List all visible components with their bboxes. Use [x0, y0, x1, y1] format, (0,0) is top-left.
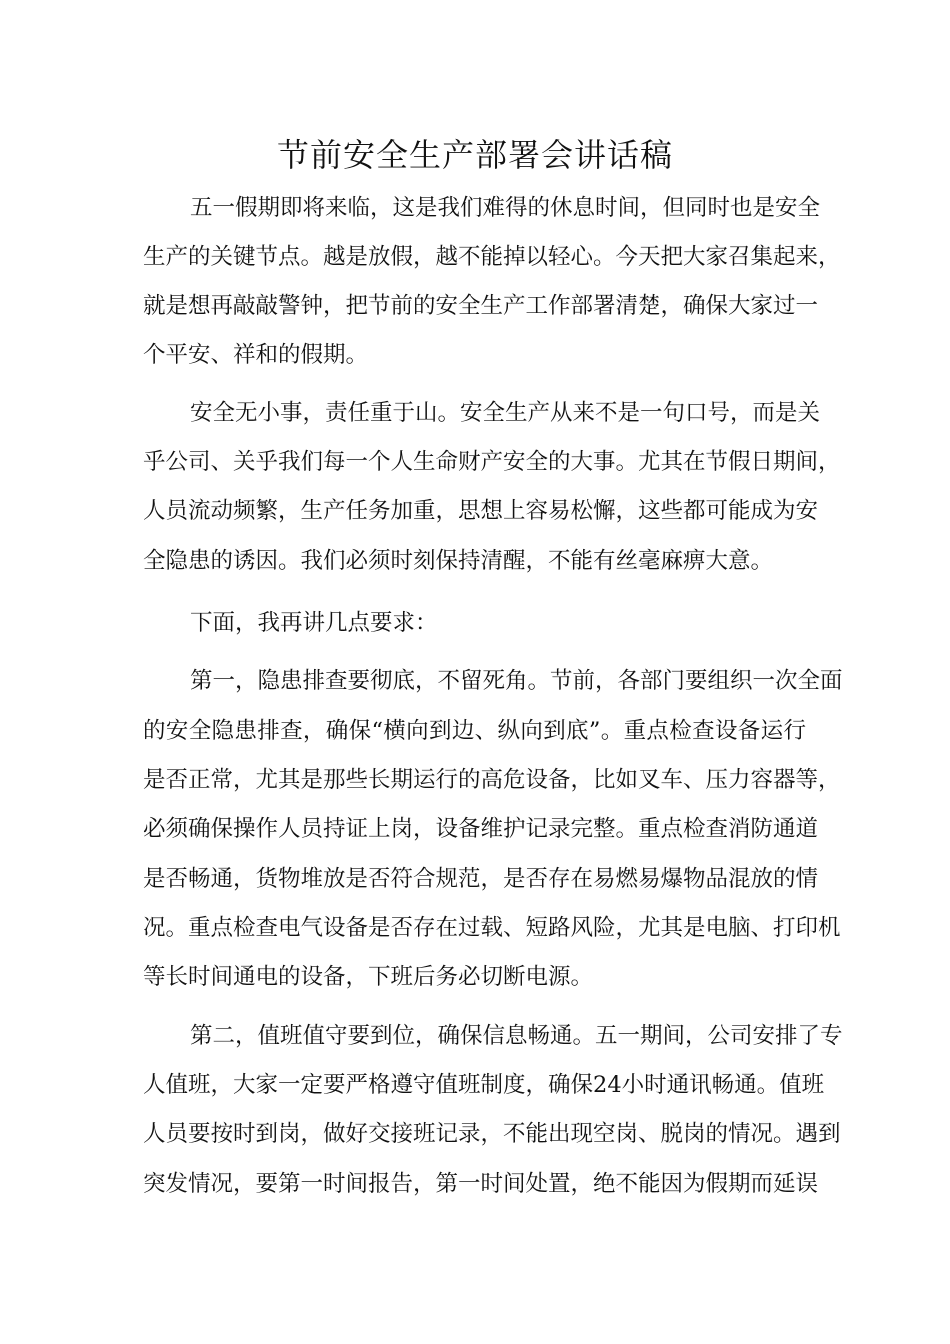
- document-title: 节前安全生产部署会讲话稿: [276, 136, 673, 174]
- text-line: 五一假期即将来临，这是我们难得的休息时间，但同时也是安全: [190, 195, 821, 221]
- text-line: 人员流动频繁，生产任务加重，思想上容易松懈，这些都可能成为安: [143, 498, 819, 524]
- text-line: 个平安、祥和的假期。: [143, 342, 369, 368]
- text-line: 突发情况，要第一时间报告，第一时间处置，绝不能因为假期而延误: [143, 1171, 819, 1197]
- text-line: 乎公司、关乎我们每一个人生命财产安全的大事。尤其在节假日期间，: [143, 449, 841, 475]
- text-line: 人值班，大家一定要严格遵守值班制度，确保24小时通讯畅通。值班: [143, 1072, 825, 1098]
- text-line: 的安全隐患排查，确保“横向到边、纵向到底”。重点检查设备运行: [143, 718, 806, 744]
- text-line: 必须确保操作人员持证上岗，设备维护记录完整。重点检查消防通道: [143, 816, 819, 842]
- text-line: 第一，隐患排查要彻底，不留死角。节前，各部门要组织一次全面: [190, 668, 843, 694]
- text-line: 生产的关键节点。越是放假，越不能掉以轻心。今天把大家召集起来，: [143, 244, 841, 270]
- text-line: 安全无小事，责任重于山。安全生产从来不是一句口号，而是关: [190, 400, 821, 426]
- text-line: 等长时间通电的设备，下班后务必切断电源。: [143, 964, 594, 990]
- text-line: 是否正常，尤其是那些长期运行的高危设备，比如叉车、压力容器等，: [143, 767, 841, 793]
- text-line: 全隐患的诱因。我们必须时刻保持清醒，不能有丝毫麻痹大意。: [143, 548, 774, 574]
- text-line: 下面，我再讲几点要求：: [190, 610, 438, 636]
- text-line: 是否畅通，货物堆放是否符合规范，是否存在易燃易爆物品混放的情: [143, 866, 819, 892]
- text-line: 人员要按时到岗，做好交接班记录，不能出现空岗、脱岗的情况。遇到: [143, 1121, 841, 1147]
- text-line: 况。重点检查电气设备是否存在过载、短路风险，尤其是电脑、打印机: [143, 915, 841, 941]
- text-line: 第二，值班值守要到位，确保信息畅通。五一期间，公司安排了专: [190, 1023, 843, 1049]
- text-line: 就是想再敲敲警钟，把节前的安全生产工作部署清楚，确保大家过一: [143, 293, 819, 319]
